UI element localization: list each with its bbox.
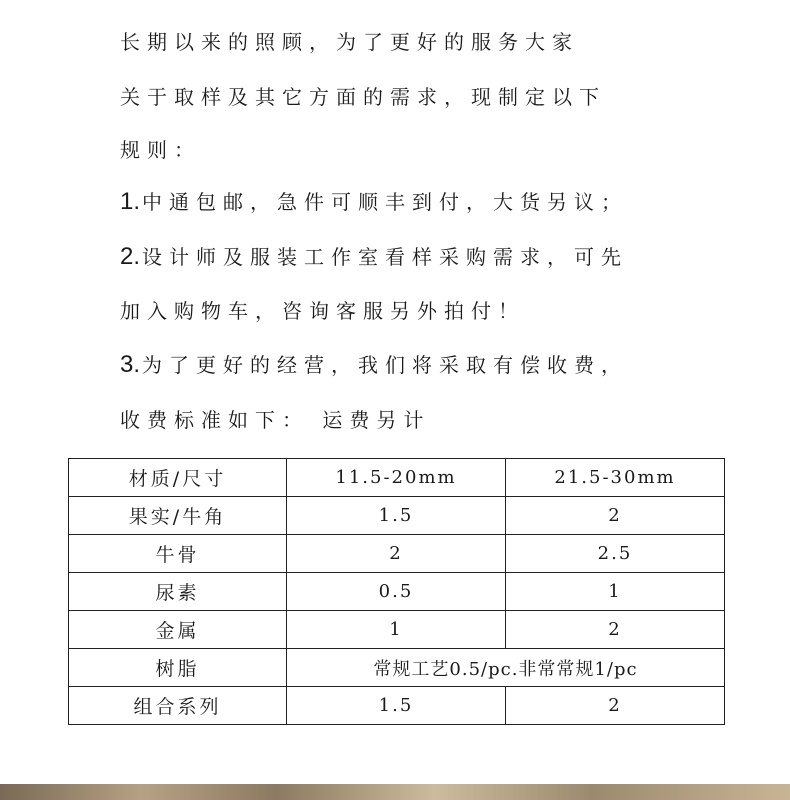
row-price-a: 0.5 <box>287 573 506 611</box>
intro-line-1: 长期以来的照顾，为了更好的服务大家 <box>120 30 579 54</box>
row-price-b: 2 <box>506 611 725 649</box>
table-header-row <box>69 459 725 497</box>
row-price-a: 2 <box>287 535 506 573</box>
rule-2-number: 2. <box>120 243 141 270</box>
pricing-table <box>68 458 725 725</box>
row-price-a: 1.5 <box>287 497 506 535</box>
rule-3 <box>120 353 628 377</box>
intro-line-2: 关于取样及其它方面的需求，现制定以下 <box>120 85 606 109</box>
row-price-merged: 常规工艺0.5/pc.非常常规1/pc <box>287 649 725 687</box>
row-material: 牛骨 <box>69 535 287 573</box>
header-size-b: 21.5-30mm <box>506 459 725 497</box>
header-material: 材质/尺寸 <box>69 459 287 497</box>
table-row <box>69 611 725 649</box>
table-row <box>69 687 725 725</box>
row-material: 组合系列 <box>69 687 287 725</box>
product-photo-strip <box>0 784 790 800</box>
row-price-b: 2 <box>506 497 725 535</box>
rule-3-number: 3. <box>120 351 141 378</box>
rule-1-text: 中通包邮，急件可顺丰到付，大货另议； <box>142 190 629 214</box>
row-price-b: 2 <box>506 687 725 725</box>
table-row <box>69 573 725 611</box>
rule-3-text: 为了更好的经营，我们将采取有偿收费， <box>142 353 629 377</box>
rule-1 <box>120 190 628 214</box>
rule-3-continuation: 收费标准如下： 运费另计 <box>120 408 431 432</box>
rule-2 <box>120 245 628 269</box>
header-size-a: 11.5-20mm <box>287 459 506 497</box>
rule-2-text: 设计师及服装工作室看样采购需求，可先 <box>142 245 629 269</box>
row-material: 果实/牛角 <box>69 497 287 535</box>
row-price-b: 1 <box>506 573 725 611</box>
table-row <box>69 497 725 535</box>
row-material: 树脂 <box>69 649 287 687</box>
row-price-a: 1.5 <box>287 687 506 725</box>
rule-2-continuation: 加入购物车，咨询客服另外拍付！ <box>120 299 525 323</box>
table-row <box>69 535 725 573</box>
row-price-b: 2.5 <box>506 535 725 573</box>
table-row <box>69 649 725 687</box>
intro-line-3: 规则： <box>120 138 201 162</box>
rule-1-number: 1. <box>120 188 141 215</box>
row-material: 尿素 <box>69 573 287 611</box>
row-price-a: 1 <box>287 611 506 649</box>
row-material: 金属 <box>69 611 287 649</box>
